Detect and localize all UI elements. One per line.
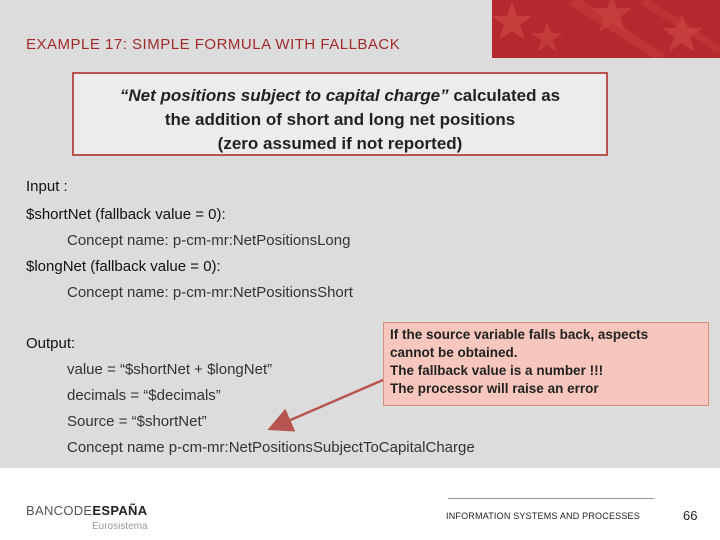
long-net-variable: $longNet (fallback value = 0): xyxy=(26,258,221,275)
warning-line-2: cannot be obtained. xyxy=(390,345,518,360)
footer-section: INFORMATION SYSTEMS AND PROCESSES xyxy=(446,511,640,521)
quote-line-2: the addition of short and long net positions xyxy=(164,110,516,129)
logo-subtitle: Eurosistema xyxy=(92,521,148,532)
output-decimals: decimals = “$decimals” xyxy=(67,387,221,404)
short-net-concept: Concept name: p-cm-mr:NetPositionsLong xyxy=(67,232,351,249)
output-source: Source = “$shortNet” xyxy=(67,413,207,430)
slide-title: EXAMPLE 17: SIMPLE FORMULA WITH FALLBACK xyxy=(26,36,401,53)
warning-line-4: The processor will raise an error xyxy=(390,381,599,396)
output-label: Output: xyxy=(26,335,76,352)
page-number: 66 xyxy=(683,508,698,523)
footer-divider xyxy=(448,498,654,499)
quote-italic: “Net positions subject to capital charge” xyxy=(119,86,449,105)
logo-banco: BANCODE xyxy=(26,503,93,518)
logo-espana: ESPAÑA xyxy=(92,503,148,518)
long-net-concept: Concept name: p-cm-mr:NetPositionsShort xyxy=(67,284,353,301)
short-net-variable: $shortNet (fallback value = 0): xyxy=(26,206,226,223)
warning-line-1: If the source variable falls back, aspects xyxy=(390,327,649,342)
quote-line-1-rest: calculated as xyxy=(448,86,561,105)
input-label: Input : xyxy=(26,178,68,195)
warning-line-3: The fallback value is a number !!! xyxy=(390,363,604,378)
output-value: value = “$shortNet + $longNet” xyxy=(67,361,273,378)
output-concept: Concept name p-cm-mr:NetPositionsSubjectToCapitalCharge xyxy=(67,439,475,456)
quote-line-3: (zero assumed if not reported) xyxy=(217,134,463,153)
banco-de-espana-logo xyxy=(26,503,147,518)
